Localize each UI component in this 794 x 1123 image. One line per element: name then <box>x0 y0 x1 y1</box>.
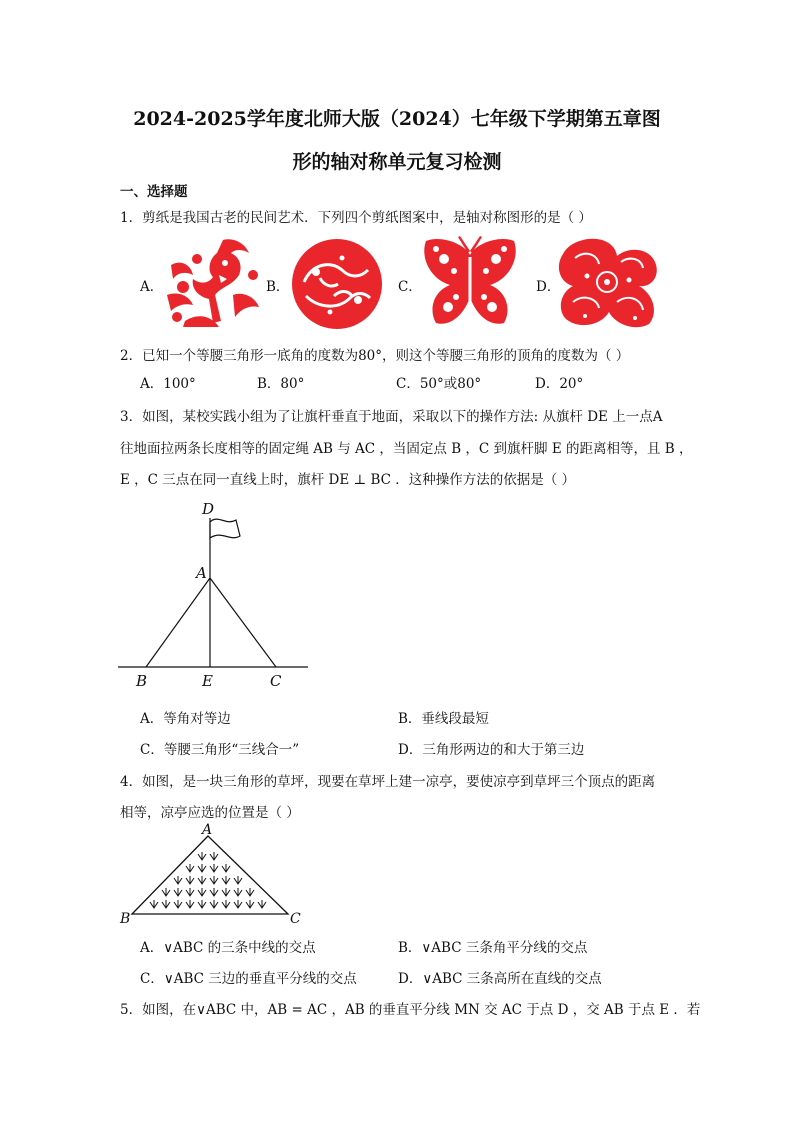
q4-option-a: A．∨ABC 的三条中线的交点 <box>140 940 316 956</box>
flagpole-diagram <box>118 496 310 692</box>
grass-tuft <box>246 888 254 896</box>
grass-tuft <box>174 888 182 896</box>
grass-tuft <box>186 900 194 908</box>
grass-tuft <box>162 888 170 896</box>
grass-tuft <box>174 876 182 884</box>
q1-option-d-label: D． <box>536 279 561 295</box>
q4-option-d: D．∨ABC 三条高所在直线的交点 <box>398 971 602 987</box>
question-5-line-1: 5．如图，在∨ABC 中，AB = AC ，AB 的垂直平分线 MN 交 AC 于点 D ，交 AB 于点 E ．若 <box>120 1002 701 1018</box>
grass-tuft <box>198 864 206 872</box>
grass-tuft <box>222 864 230 872</box>
grass-tuft <box>210 900 218 908</box>
grass-tuft <box>210 888 218 896</box>
grass-tuft <box>234 876 242 884</box>
grass-tuft <box>222 876 230 884</box>
question-4-line-1: 4．如图，是一块三角形的草坪，现要在草坪上建一凉亭，要使凉亭到草坪三个顶点的距离 <box>120 774 656 790</box>
question-3-line-3: E ，C 三点在同一直线上时，旗杆 DE ⊥ BC ．这种操作方法的依据是（ ） <box>120 472 576 488</box>
grass-tuft <box>246 900 254 908</box>
papercut-circle-image <box>290 238 384 330</box>
question-2-stem: 2．已知一个等腰三角形一底角的度数为80°，则这个等腰三角形的顶角的度数为（ ） <box>120 348 630 364</box>
q4-option-b: B．∨ABC 三条角平分线的交点 <box>398 940 588 956</box>
page-title-line2: 形的轴对称单元复习检测 <box>292 151 502 173</box>
papercut-butterfly-image <box>420 235 520 330</box>
grass-tuft <box>210 864 218 872</box>
q2-option-b: B．80° <box>257 376 305 392</box>
q1-option-a-label: A． <box>140 279 164 295</box>
grass-tuft <box>198 888 206 896</box>
grass-tuft <box>186 876 194 884</box>
grass-tuft <box>222 888 230 896</box>
point-a-label: A <box>196 564 207 582</box>
grass-tuft <box>210 852 218 860</box>
section-heading: 一、选择题 <box>120 184 188 200</box>
lawn-triangle-diagram <box>118 822 306 928</box>
papercut-fish-image <box>555 236 663 331</box>
grass-tuft <box>198 900 206 908</box>
grass-tuft <box>174 900 182 908</box>
q3-option-a: A．等角对等边 <box>140 711 231 727</box>
grass-tuft <box>222 900 230 908</box>
q1-option-b-label: B． <box>266 279 290 295</box>
q4-option-c: C．∨ABC 三边的垂直平分线的交点 <box>140 971 357 987</box>
grass-tuft <box>186 864 194 872</box>
flag-icon <box>210 519 240 538</box>
point-d-label: D <box>202 500 215 518</box>
question-4-line-2: 相等，凉亭应选的位置是（ ） <box>120 805 300 821</box>
grass-tuft <box>186 888 194 896</box>
page-title-line1: 2024-2025学年度北师大版（2024）七年级下学期第五章图 <box>133 108 661 130</box>
q3-option-b: B．垂线段最短 <box>398 711 489 727</box>
q2-option-d: D．20° <box>535 376 584 392</box>
vertex-a-label: A <box>202 822 213 838</box>
question-3-line-2: 往地面拉两条长度相等的固定绳 AB 与 AC ，当固定点 B ，C 到旗杆脚 E 的距离相等，且 B ， <box>120 441 693 457</box>
grass-tuft <box>162 900 170 908</box>
rope-ac <box>210 578 276 667</box>
q3-option-d: D．三角形两边的和大于第三边 <box>398 742 585 758</box>
point-b-label: B <box>136 672 148 690</box>
point-e-label: E <box>202 672 213 690</box>
rope-ab <box>146 578 210 667</box>
vertex-c-label: C <box>290 911 301 927</box>
grass-tuft <box>198 876 206 884</box>
grass-tuft <box>150 900 158 908</box>
vertex-b-label: B <box>120 911 131 927</box>
q2-option-a: A．100° <box>140 376 196 392</box>
point-c-label: C <box>270 672 282 690</box>
grass-marks <box>150 852 266 908</box>
question-3-line-1: 3．如图，某校实践小组为了让旗杆垂直于地面，采取以下的操作方法: 从旗杆 DE 上一点A <box>120 409 663 425</box>
q2-option-c: C．50°或80° <box>396 376 482 392</box>
q3-option-c: C．等腰三角形“三线合一” <box>140 742 300 758</box>
papercut-bird-image <box>163 235 265 330</box>
q1-option-c-label: C． <box>398 279 422 295</box>
grass-tuft <box>234 900 242 908</box>
question-1-stem: 1．剪纸是我国古老的民间艺术．下列四个剪纸图案中，是轴对称图形的是（ ） <box>120 210 592 226</box>
grass-tuft <box>198 852 206 860</box>
grass-tuft <box>234 888 242 896</box>
grass-tuft <box>258 900 266 908</box>
grass-tuft <box>210 876 218 884</box>
